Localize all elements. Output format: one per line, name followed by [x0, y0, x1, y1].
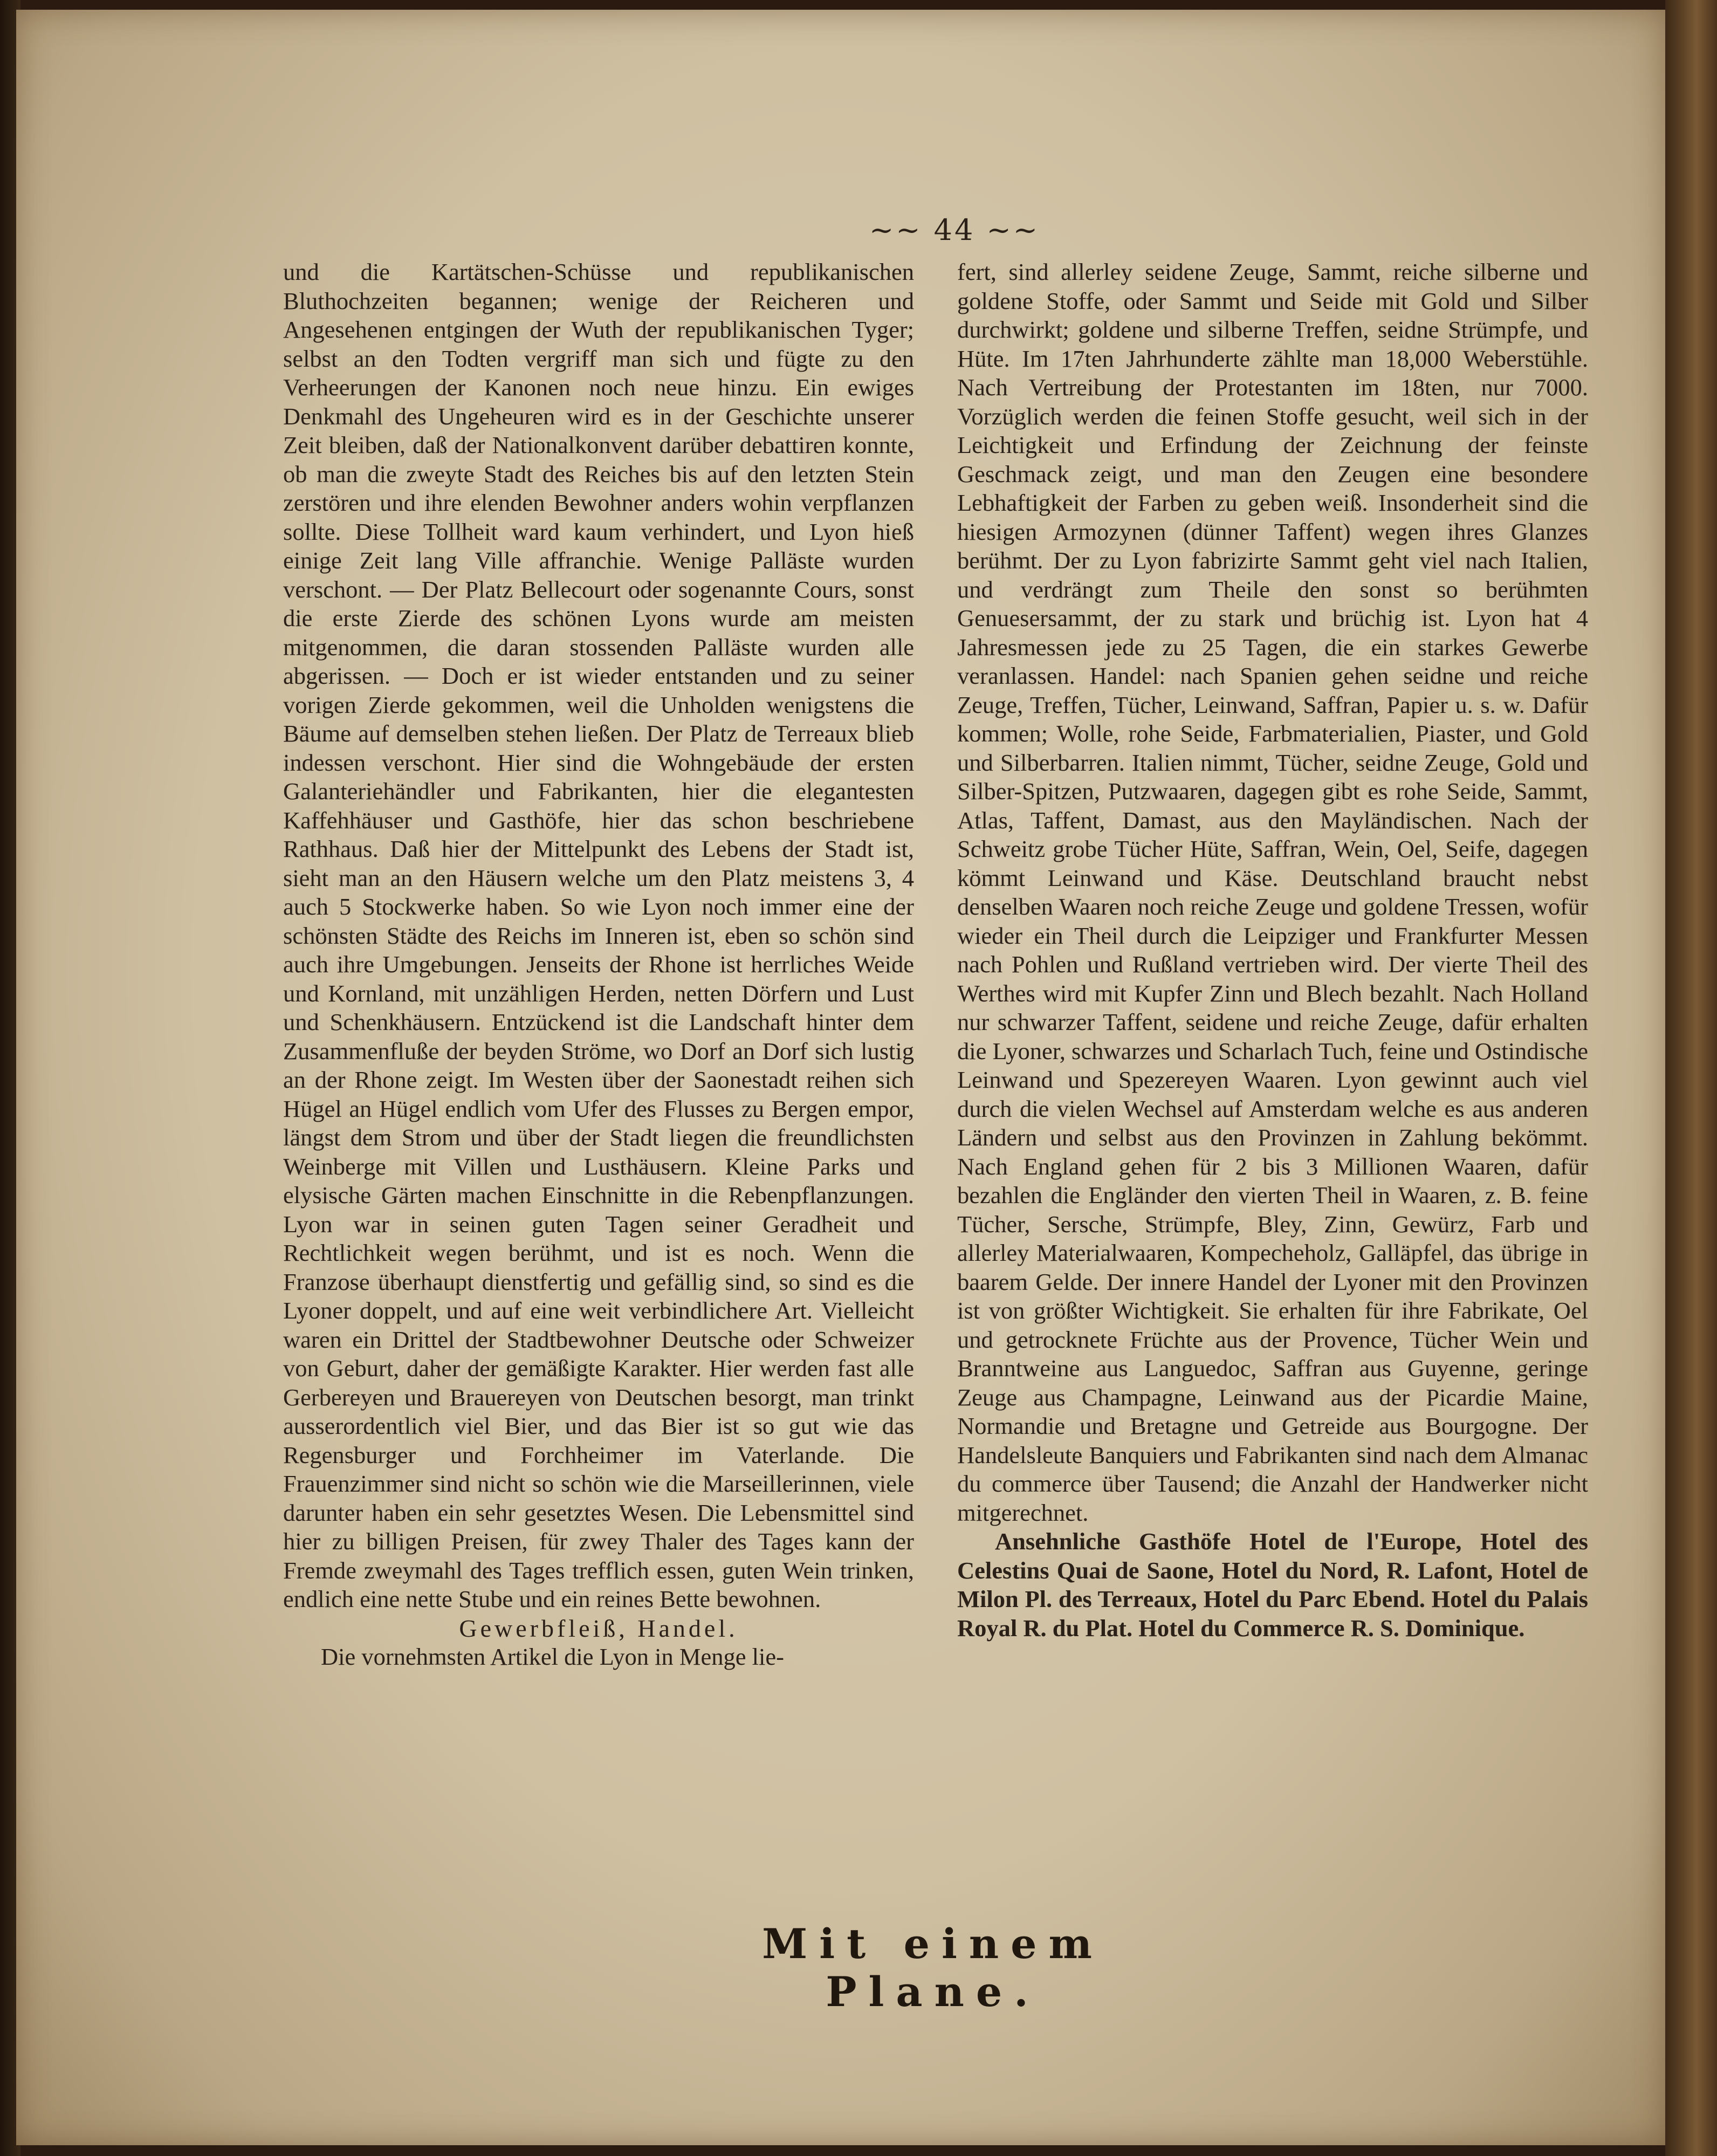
header-ornament-left: ~~ — [869, 213, 934, 247]
book-gutter — [1665, 0, 1717, 2156]
right-paragraph-1: fert, sind allerley seidene Zeuge, Sammt, reiche silberne und goldene Stoffe, oder Sammt und Seide mit Gold und Silber durchwirkt; goldene und silberne Treffen, seidne Strümpfe, und Hüte. Im 17ten Jahrhunderte zählte man 18,000 Weberstühle. Nach Vertreibung der Protestanten im 18ten, nur 7000. Vorzüglich werden die feinen Stoffe gesucht, weil sich in der Leichtigkeit und Erfindung der Zeichnung der feinste Geschmack zeigt, und man den Zeugen eine besondere Lebhaftigkeit der Farben zu geben weiß. Insonderheit sind die hiesigen Armozynen (dünner Taffent) wegen ihres Glanzes berühmt. Der zu Lyon fabrizirte Sammt geht viel nach Italien, und verdrängt zum Theile den sonst so berühmten Genuesersammt, der zu stark und brüchig ist. Lyon hat 4 Jahresmessen jede zu 25 Tagen, die ein starkes Gewerbe veranlassen. Handel: nach Spanien gehen seidne und reiche Zeuge, Treffen, Tücher, Leinwand, Saffran, Papier u. s. w. Dafür kommen; Wolle, rohe Seide, Farbmaterialien, Piaster, und Gold und Silberbarren. Italien nimmt, Tücher, seidne Zeuge, Gold und Silber-Spitzen, Putzwaaren, dagegen gibt es rohe Seide, Sammt, Atlas, Taffent, Damast, aus den Mayländischen. Nach der Schweitz grobe Tücher Hüte, Saffran, Wein, Oel, Seife, dagegen kömmt Leinwand und Käse. Deutschland braucht nebst denselben Waaren noch reiche Zeuge und goldene Tressen, wofür wieder ein Theil durch die Leipziger und Frankfurter Messen nach Pohlen und Rußland vertrieben wird. Der vierte Theil des Werthes wird mit Kupfer Zinn und Blech bezahlt. Nach Holland nur schwarzer Taffent, seidene und reiche Zeuge, dafür erhalten die Lyoner, schwarzes und Scharlach Tuch, feine und Ostindische Leinwand und Spezereyen Waaren. Lyon gewinnt auch viel durch die vielen Wechsel auf Amsterdam welche es aus anderen Ländern und selbst aus den Provinzen in Zahlung bekömmt. Nach England gehen für 2 bis 3 Millionen Waaren, dafür bezahlen die Engländer den vierten Theil in Waaren, z. B. feine Tücher, Sersche, Strümpfe, Bley, Zinn, Gewürz, Farb und allerley Materialwaaren, Kompecheholz, Galläpfel, das übrige in baarem Gelde. Der innere Handel der Lyoner mit den Provinzen ist von größter Wichtigkeit. Sie erhalten für ihre Fabrikate, Oel und getrocknete Früchte aus der Provence, Tücher Wein und Branntweine aus Languedoc, Saffran aus Guyenne, geringe Zeuge aus Champagne, Leinwand aus der Picardie Maine, Normandie und Bretagne und Getreide aus Bourgogne. Der Handelsleute Banquiers und Fabrikanten sind nach dem Almanac du commerce über Tausend; die Anzahl der Handwerker nicht mitgerechnet. — [957, 258, 1588, 1526]
right-column — [957, 258, 1588, 1643]
left-column — [283, 258, 914, 1672]
left-paragraph-2: Die vornehmsten Artikel die Lyon in Menge lie- — [321, 1643, 784, 1670]
header-ornament-right: ~~ — [975, 213, 1040, 247]
page-number: 44 — [933, 213, 976, 247]
page-header — [841, 213, 1068, 247]
section-heading: Gewerbfleiß, Handel. — [459, 1614, 738, 1642]
hotels-paragraph: Ansehnliche Gasthöfe Hotel de l'Europe, Hotel des Celestins Quai de Saone, Hotel du Nord, R. Lafont, Hotel de Milon Pl. des Terreaux, Hotel du Parc Ebend. Hotel du Palais Royal R. du Plat. Hotel du Commerce R. S. Dominique. — [957, 1528, 1588, 1642]
left-paragraph-1: und die Kartätschen-Schüsse und republikanischen Bluthochzeiten begannen; wenige der Reicheren und Angesehenen entgingen der Wuth der republikanischen Tyger; selbst an den Todten vergriff man sich und fügte zu den Verheerungen der Kanonen noch neue hinzu. Ein ewiges Denkmahl des Ungeheuren wird es in der Geschichte unserer Zeit bleiben, daß der Nationalkonvent darüber debattiren konnte, ob man die zweyte Stadt des Reiches bis auf den letzten Stein zerstören und ihre elenden Bewohner anders wohin verpflanzen sollte. Diese Tollheit ward kaum verhindert, und Lyon hieß einige Zeit lang Ville affranchie. Wenige Palläste wurden verschont. — Der Platz Bellecourt oder sogenannte Cours, sonst die erste Zierde des schönen Lyons wurde am meisten mitgenommen, die daran stossenden Palläste wurden alle abgerissen. — Doch er ist wieder entstanden und zu seiner vorigen Zierde gekommen, weil die Unholden wenigstens die Bäume auf demselben stehen ließen. Der Platz de Terreaux blieb indessen verschont. Hier sind die Wohngebäude der ersten Galanteriehändler und Fabrikanten, hier die elegantesten Kaffehhäuser und Gasthöfe, hier das schon beschriebene Rathhaus. Daß hier der Mittelpunkt des Lebens der Stadt ist, sieht man an den Häusern welche um den Platz meistens 3, 4 auch 5 Stockwerke haben. So wie Lyon noch immer eine der schönsten Städte des Reichs im Inneren ist, eben so schön sind auch ihre Umgebungen. Jenseits der Rhone ist herrliches Weide und Kornland, mit unzähligen Herden, netten Dörfern und Lust und Schenkhäusern. Entzückend ist die Landschaft hinter dem Zusammenfluße der beyden Ströme, wo Dorf an Dorf sich lustig an der Rhone zeigt. Im Westen über der Saonestadt reihen sich Hügel an Hügel endlich vom Ufer des Flusses zu Bergen empor, längst dem Strom und über der Stadt liegen die freundlichsten Weinberge mit Villen und Lusthäusern. Kleine Parks und elysische Gärten machen Einschnitte in die Rebenpflanzungen. Lyon war in seinen guten Tagen seiner Geradheit und Rechtlichkeit wegen berühmt, und ist es noch. Wenn die Franzose überhaupt dienstfertig und gefällig sind, so sind es die Lyoner doppelt, und auf eine weit verbindlichere Art. Vielleicht waren ein Drittel der Stadtbewohner Deutsche oder Schweizer von Geburt, daher der gemäßigte Karakter. Hier werden fast alle Gerbereyen und Brauereyen von Deutschen besorgt, man trinkt ausserordentlich viel Bier, und das Bier ist so gut wie das Regensburger und Forchheimer im Vaterlande. Die Frauenzimmer sind nicht so schön wie die Marseillerinnen, viele darunter haben ein sehr gesetztes Wesen. Die Lebensmittel sind hier zu billigen Preisen, für zwey Thaler des Tages kann der Fremde zweymahl des Tages trefflich essen, guten Wein trinken, endlich eine nette Stube und ein reines Bette bewohnen. — [283, 258, 914, 1612]
plan-caption: Mit einem Plane. — [762, 1920, 1104, 2016]
